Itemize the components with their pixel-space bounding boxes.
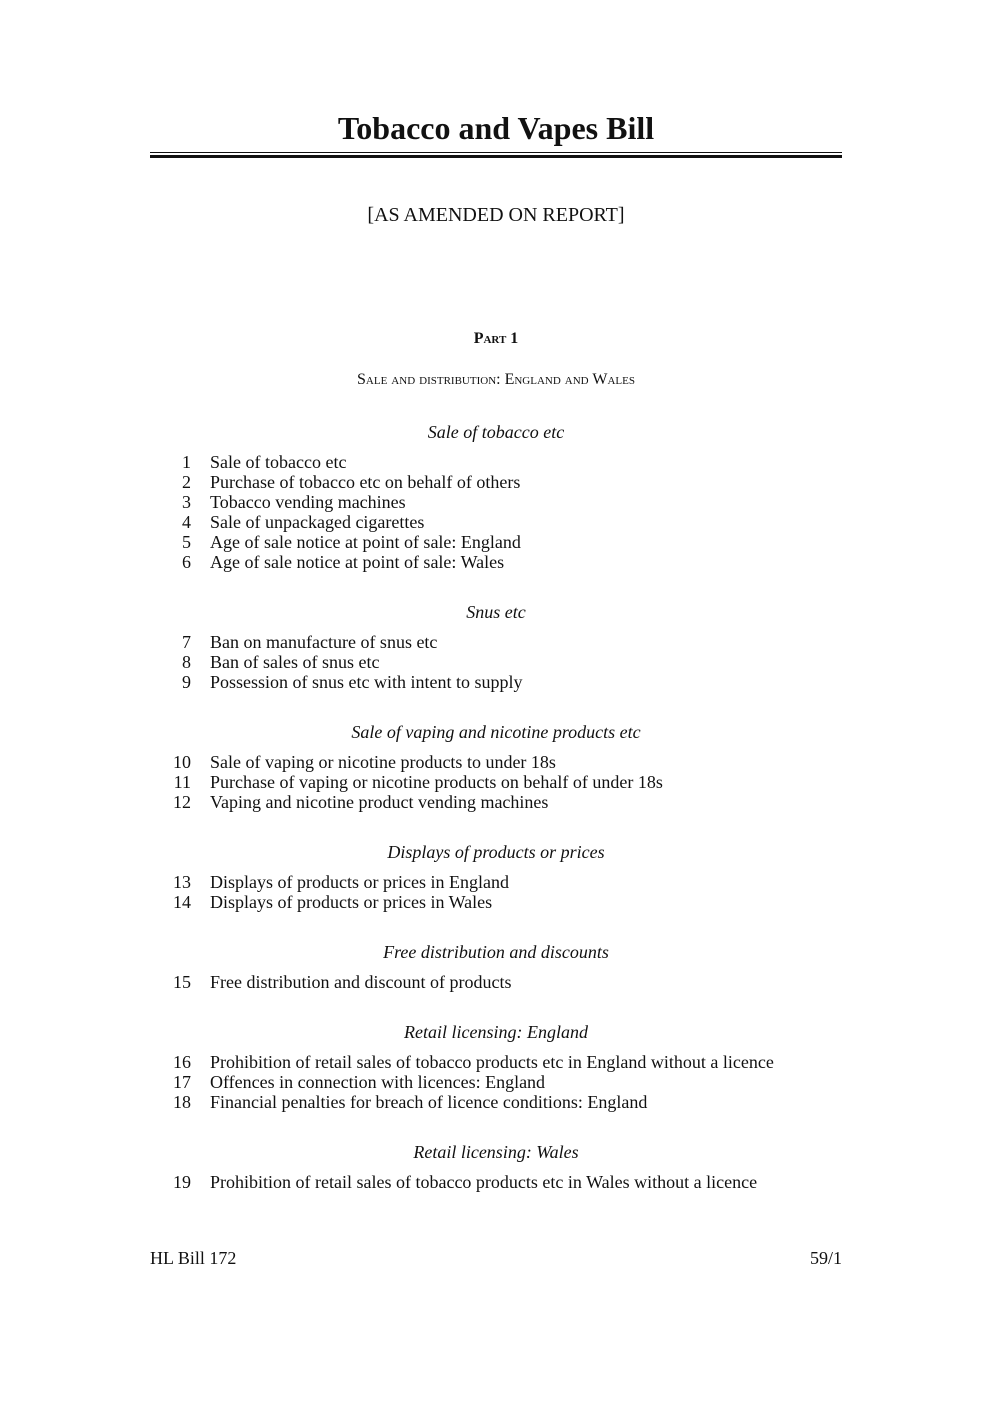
section-heading: Displays of products or prices	[387, 842, 605, 862]
toc-section	[150, 602, 842, 692]
clause-title: Age of sale notice at point of sale: Wales	[210, 552, 505, 572]
clause-title: Age of sale notice at point of sale: England	[210, 532, 521, 552]
clause-number: 2	[182, 472, 191, 492]
clause-number: 6	[182, 552, 191, 572]
clause-number: 9	[182, 672, 191, 692]
clause-title: Financial penalties for breach of licence conditions: England	[210, 1092, 648, 1112]
clause-title: Tobacco vending machines	[210, 492, 406, 512]
clause-title: Prohibition of retail sales of tobacco products etc in Wales without a licence	[210, 1172, 758, 1192]
clause-number: 19	[173, 1172, 191, 1192]
toc-entry[interactable]	[150, 532, 842, 552]
clause-title: Free distribution and discount of products	[210, 972, 512, 992]
section-heading: Sale of tobacco etc	[427, 422, 565, 442]
toc-entry[interactable]	[150, 672, 842, 692]
toc-entry[interactable]	[150, 452, 842, 472]
clause-number: 5	[182, 532, 191, 552]
page-number: 59/1	[809, 1248, 842, 1268]
clause-number: 14	[173, 892, 191, 912]
table-of-contents	[150, 392, 842, 1192]
clause-title: Offences in connection with licences: England	[210, 1072, 546, 1092]
clause-number: 1	[182, 452, 191, 472]
clause-number: 13	[173, 872, 191, 892]
part-heading: Part 1	[473, 330, 519, 347]
toc-entry[interactable]	[150, 1072, 842, 1092]
toc-entry[interactable]	[150, 632, 842, 652]
title-rule-thin	[150, 152, 842, 153]
section-heading: Retail licensing: Wales	[413, 1142, 579, 1162]
toc-section	[150, 942, 842, 992]
clause-number: 10	[173, 752, 191, 772]
section-heading: Snus etc	[466, 602, 526, 622]
clause-number: 12	[173, 792, 191, 812]
clause-title: Purchase of vaping or nicotine products on behalf of under 18s	[210, 772, 663, 792]
clause-number: 16	[173, 1052, 191, 1072]
toc-entry[interactable]	[150, 1172, 842, 1192]
toc-entry[interactable]	[150, 472, 842, 492]
toc-entry[interactable]	[150, 512, 842, 532]
section-heading: Sale of vaping and nicotine products etc	[351, 722, 641, 742]
toc-entry[interactable]	[150, 1052, 842, 1072]
section-heading: Free distribution and discounts	[383, 942, 609, 962]
clause-number: 15	[173, 972, 191, 992]
toc-entry[interactable]	[150, 1092, 842, 1112]
document-title: Tobacco and Vapes Bill	[337, 110, 655, 146]
toc-entry[interactable]	[150, 752, 842, 772]
toc-section	[150, 842, 842, 912]
toc-section	[150, 1022, 842, 1112]
clause-number: 17	[173, 1072, 191, 1092]
toc-section	[150, 422, 842, 572]
clause-title: Possession of snus etc with intent to supply	[210, 672, 523, 692]
toc-entry[interactable]	[150, 772, 842, 792]
toc-section	[150, 1142, 842, 1192]
toc-entry[interactable]	[150, 652, 842, 672]
toc-entry[interactable]	[150, 552, 842, 572]
clause-number: 4	[182, 512, 191, 532]
clause-number: 18	[173, 1092, 191, 1112]
toc-entry[interactable]	[150, 892, 842, 912]
clause-number: 8	[182, 652, 191, 672]
clause-number: 7	[182, 632, 191, 652]
clause-title: Purchase of tobacco etc on behalf of others	[210, 472, 521, 492]
amendment-status: [AS AMENDED ON REPORT]	[367, 204, 625, 226]
clause-title: Displays of products or prices in Wales	[210, 892, 493, 912]
clause-number: 3	[182, 492, 191, 512]
bill-number: HL Bill 172	[150, 1248, 237, 1268]
toc-entry[interactable]	[150, 872, 842, 892]
clause-title: Sale of vaping or nicotine products to under 18s	[210, 752, 556, 772]
title-rule-thick	[150, 155, 842, 158]
toc-section	[150, 722, 842, 812]
clause-number: 11	[173, 772, 191, 792]
clause-title: Ban on manufacture of snus etc	[210, 632, 438, 652]
toc-entry[interactable]	[150, 972, 842, 992]
toc-entry[interactable]	[150, 492, 842, 512]
clause-title: Ban of sales of snus etc	[210, 652, 380, 672]
clause-title: Vaping and nicotine product vending machines	[210, 792, 549, 812]
clause-title: Displays of products or prices in England	[210, 872, 509, 892]
toc-entry[interactable]	[150, 792, 842, 812]
clause-title: Sale of unpackaged cigarettes	[210, 512, 425, 532]
section-heading: Retail licensing: England	[404, 1022, 588, 1042]
clause-title: Prohibition of retail sales of tobacco products etc in England without a licence	[210, 1052, 774, 1072]
clause-title: Sale of tobacco etc	[210, 452, 347, 472]
part-title: Sale and distribution: England and Wales	[357, 371, 635, 388]
